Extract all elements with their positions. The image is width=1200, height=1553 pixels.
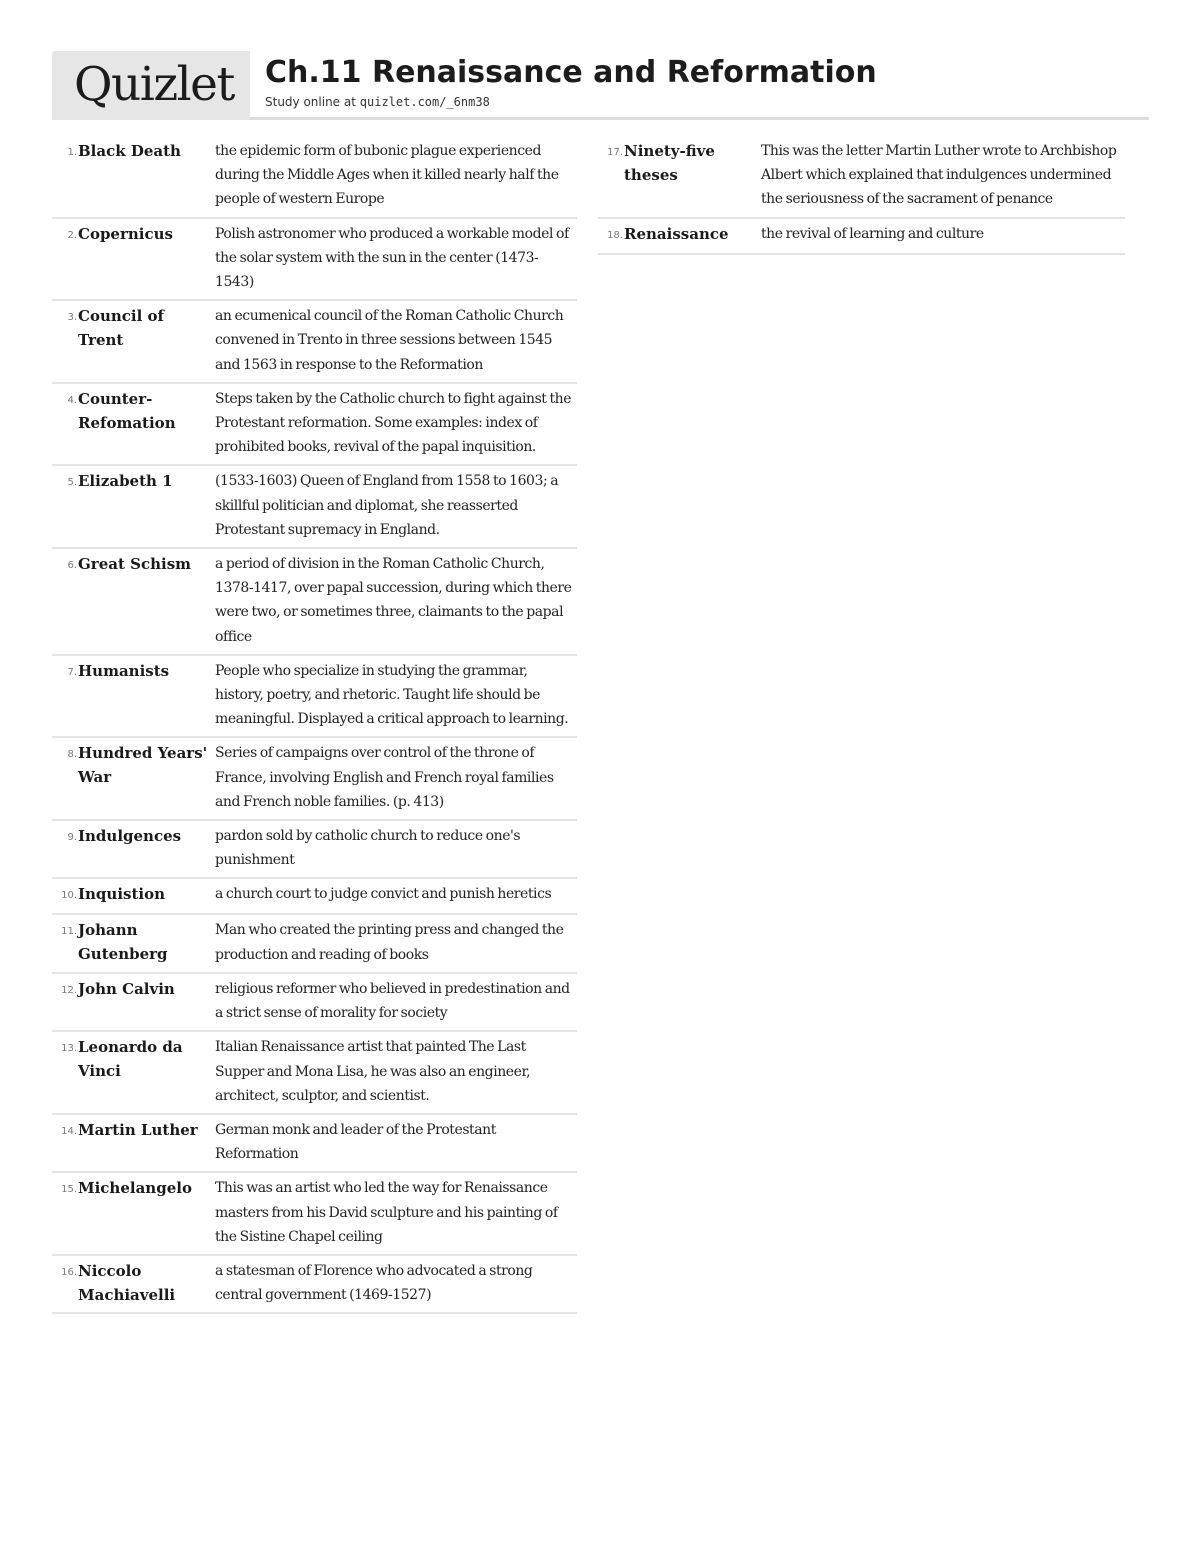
card-term: Counter-Refomation [78, 389, 176, 432]
card-number: 4. [67, 394, 77, 406]
card-row [52, 136, 577, 219]
card-term: Council of Trent [78, 307, 164, 350]
card-row [52, 549, 577, 656]
card-number: 7. [67, 666, 77, 678]
card-definition: German monk and leader of the Protestant Reformation [215, 1121, 496, 1163]
card-definition: a church court to judge convict and punish heretics [215, 886, 552, 903]
card-term: Inquistion [78, 885, 165, 904]
card-row [52, 384, 577, 467]
card-number: 2. [67, 229, 77, 241]
card-definition: Italian Renaissance artist that painted The Last Supper and Mona Lisa, he was also an engineer, architect, sculptor, and scientist. [215, 1039, 531, 1104]
card-term: Ninety-five theses [624, 142, 715, 184]
card-term: Great Schism [78, 555, 192, 574]
card-number: 6. [67, 560, 77, 572]
card-definition: a statesman of Florence who advocated a strong central government (1469-1527) [215, 1262, 533, 1304]
card-definition: pardon sold by catholic church to reduce one's punishment [215, 828, 521, 869]
card-row [598, 219, 1125, 255]
card-row [52, 466, 577, 549]
card-term: Leonardo da Vinci [78, 1038, 183, 1081]
card-definition: the epidemic form of bubonic plague experienced during the Middle Ages when it killed nearly half the people of western Europe [215, 143, 559, 208]
card-number: 3. [67, 312, 77, 324]
card-number: 1. [67, 147, 77, 158]
card-definition: (1533-1603) Queen of England from 1558 to 1603; a skillful politician and diplomat, she reasserted Protestant supremacy in England. [215, 473, 559, 538]
card-term: Hundred Years' War [78, 744, 208, 787]
card-number: 15. [61, 1184, 77, 1196]
card-definition: religious reformer who believed in predestination and a strict sense of morality for society [215, 980, 570, 1022]
card-definition: This was an artist who led the way for Renaissance masters from his David sculpture and his painting of the Sistine Chapel ceiling [215, 1180, 558, 1245]
card-term: Johann Gutenberg [78, 921, 168, 964]
card-definition: a period of division in the Roman Catholic Church, 1378-1417, over papal succession, during which there were two, or sometimes three, claimants to the papal office [215, 556, 572, 645]
card-term: Black Death [78, 142, 181, 160]
card-definition: Steps taken by the Catholic church to fight against the Protestant reformation. Some examples: index of prohibited books, revival of the papal inquisition. [215, 390, 572, 456]
card-row [52, 1256, 577, 1314]
card-term: Elizabeth 1 [78, 472, 173, 491]
card-row [52, 915, 577, 973]
card-definition: Man who created the printing press and changed the production and reading of books [215, 922, 564, 963]
card-number: 8. [67, 749, 77, 761]
card-row [52, 974, 577, 1032]
card-term: John Calvin [78, 979, 175, 998]
card-number: 16. [61, 1266, 77, 1278]
card-term: Niccolo Machiavelli [78, 1261, 176, 1304]
header-divider [250, 117, 1149, 120]
card-definition: This was the letter Martin Luther wrote to Archbishop Albert which explained that indulgences undermined the seriousness of the sacrament of penance [761, 143, 1117, 208]
study-prefix: Study online at [265, 95, 360, 109]
card-number: 14. [61, 1125, 77, 1137]
card-term: Michelangelo [78, 1179, 192, 1198]
card-row [598, 136, 1125, 219]
card-number: 12. [61, 984, 77, 996]
cards-column-right [598, 136, 1125, 255]
card-term: Martin Luther [78, 1120, 198, 1139]
card-term: Indulgences [78, 827, 182, 846]
card-term: Humanists [78, 661, 170, 680]
study-url-link[interactable]: quizlet.com/_6nm38 [359, 95, 490, 109]
study-online-line [265, 95, 490, 109]
card-number: 13. [61, 1043, 77, 1055]
card-definition: Polish astronomer who produced a workable model of the solar system with the sun in the center (1473-1543) [215, 225, 569, 291]
card-row [52, 738, 577, 821]
card-number: 17. [607, 147, 623, 158]
card-number: 10. [61, 890, 77, 902]
card-definition: People who specialize in studying the grammar, history, poetry, and rhetoric. Taught life should be meaningful. Displayed a critical approach to learning. [215, 662, 569, 728]
card-number: 11. [61, 926, 77, 938]
card-term: Copernicus [78, 224, 173, 243]
quizlet-logo: Quizlet [74, 57, 234, 112]
card-row [52, 1173, 577, 1256]
card-definition: the revival of learning and culture [761, 225, 984, 242]
card-number: 9. [67, 832, 77, 844]
card-row [52, 1115, 577, 1173]
card-row [52, 219, 577, 302]
card-term: Renaissance [624, 224, 729, 243]
card-row [52, 879, 577, 915]
card-definition: Series of campaigns over control of the throne of France, involving English and French royal families and French noble families. (p. 413) [215, 745, 554, 810]
card-row [52, 821, 577, 879]
card-row [52, 656, 577, 739]
card-definition: an ecumenical council of the Roman Catholic Church convened in Trento in three sessions between 1545 and 1563 in response to the Reformation [215, 308, 564, 373]
card-number: 18. [607, 229, 623, 241]
card-row [52, 1032, 577, 1115]
card-number: 5. [67, 477, 77, 489]
cards-column-left [52, 136, 577, 1314]
card-row [52, 301, 577, 384]
page-title: Ch.11 Renaissance and Reformation [265, 55, 877, 90]
